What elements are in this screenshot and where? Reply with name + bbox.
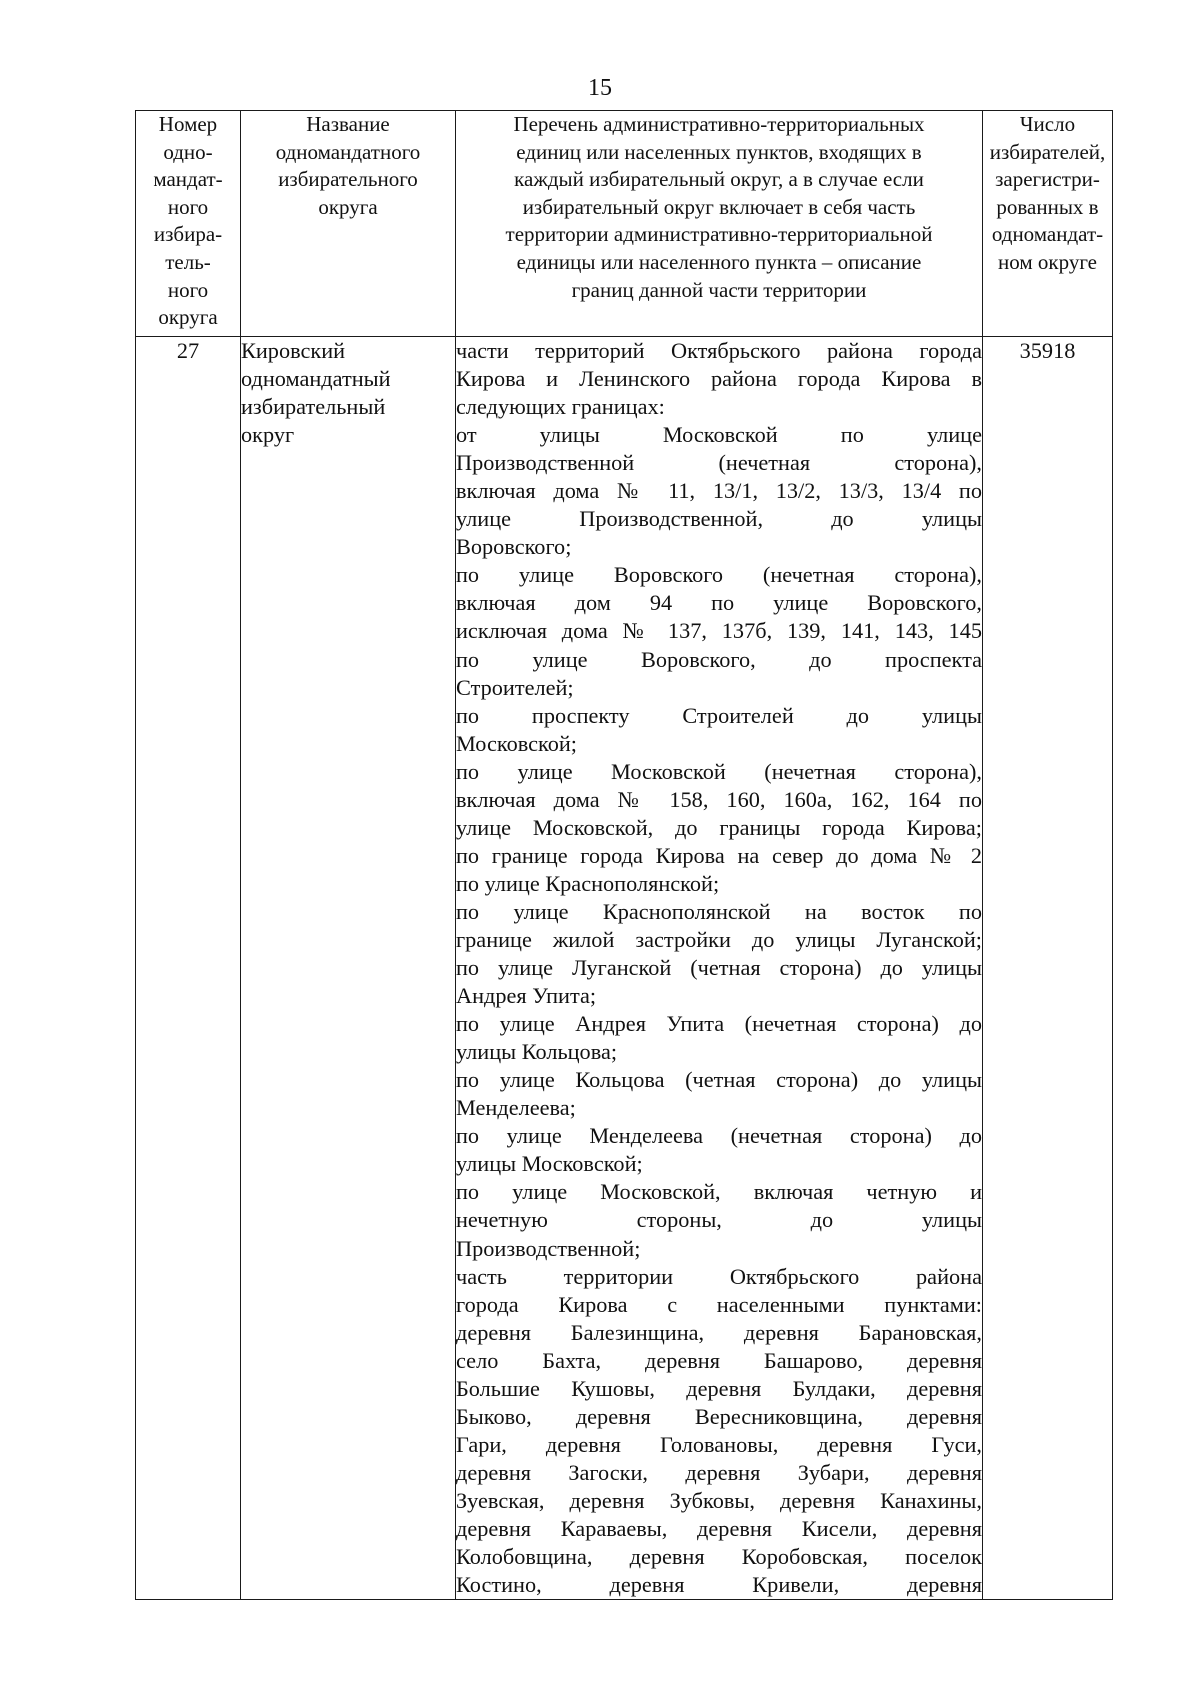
description-line: по улице Луганской (четная сторона) до улицы [456,955,982,981]
description-line: Гари, деревня Головановы, деревня Гуси, [456,1431,982,1457]
description-line: по улице Московской (нечетная сторона), [456,758,982,784]
description-line: часть территории Октябрьского района [456,1263,982,1289]
description-line: Андрея Упита; [456,983,597,1009]
description-line: улице Производственной, до улицы [456,506,982,532]
description-line: по улице Краснополянской; [456,870,720,896]
header-voter-count: Число избирателей, зарегистри- рованных в одномандат- ном округе [983,111,1113,337]
description-line: по улице Андрея Упита (нечетная сторона) до [456,1011,982,1037]
district-number: 27 [136,337,241,1600]
description-line: исключая дома № 137, 137б, 139, 141, 143, 145 [456,618,982,644]
description-line: Костино, деревня Кривели, деревня [456,1572,982,1598]
description-line: улице Московской, до границы города Кирова; [456,814,982,840]
description-line: Колобовщина, деревня Коробовская, поселок [456,1544,982,1570]
district-name: Кировский одномандатный избирательный округ [241,337,456,1600]
description-line: границе жилой застройки до улицы Луганской; [456,926,982,952]
description-line: Строителей; [456,674,574,700]
description-line: по улице Московской, включая четную и [456,1179,982,1205]
electoral-districts-table [135,110,1113,1600]
description-line: включая дом 94 по улице Воровского, [456,590,982,616]
description-line: по проспекту Строителей до улицы [456,702,982,728]
description-line: Большие Кушовы, деревня Булдаки, деревня [456,1375,982,1401]
description-line: города Кирова с населенными пунктами: [456,1291,982,1317]
description-line: Производственной (нечетная сторона), [456,450,982,476]
description-line: Производственной; [456,1235,641,1261]
description-line: следующих границах: [456,394,665,420]
description-line: нечетную стороны, до улицы [456,1207,982,1233]
description-line: деревня Караваевы, деревня Кисели, деревня [456,1515,982,1541]
voter-count: 35918 [983,337,1113,1600]
description-line: улицы Московской; [456,1151,643,1177]
table-header-row [136,111,1113,337]
description-line: Московской; [456,730,577,756]
description-line: Кирова и Ленинского района города Кирова в [456,366,982,392]
header-district-number: Номер одно- мандат- ного избира- тель- ного округа [136,111,241,337]
description-line: Воровского; [456,534,572,560]
description-line: части территорий Октябрьского района города [456,338,982,363]
description-line: по границе города Кирова на север до дома № 2 [456,842,982,868]
description-line: по улице Воровского, до проспекта [456,646,982,672]
description-line: по улице Кольцова (четная сторона) до улицы [456,1067,982,1093]
description-line: Зуевская, деревня Зубковы, деревня Канахины, [456,1487,982,1513]
description-line: по улице Воровского (нечетная сторона), [456,562,982,588]
description-line: по улице Краснополянской на восток по [456,898,982,924]
description-line: включая дома № 11, 13/1, 13/2, 13/3, 13/4 по [456,478,982,504]
territory-description [456,337,983,1600]
description-line: включая дома № 158, 160, 160а, 162, 164 по [456,786,982,812]
table-row [136,337,1113,1600]
description-line: село Бахта, деревня Башарово, деревня [456,1347,982,1373]
description-line: от улицы Московской по улице [456,422,982,448]
page-number: 15 [588,75,612,101]
description-line: Быково, деревня Вересниковщина, деревня [456,1403,982,1429]
description-line: улицы Кольцова; [456,1039,618,1065]
description-line: Менделеева; [456,1095,576,1121]
description-line: по улице Менделеева (нечетная сторона) до [456,1123,982,1149]
description-line: деревня Балезинщина, деревня Барановская, [456,1319,982,1345]
header-territory-description: Перечень административно-территориальных единиц или населенных пунктов, входящих в каждый избирательный округ, а в случае если избирательный округ включает в себя часть территории административно-территориальной единицы или населенного пункта – описание границ данной части территории [456,111,983,337]
description-line: деревня Загоски, деревня Зубари, деревня [456,1459,982,1485]
header-district-name: Название одномандатного избирательного округа [241,111,456,337]
